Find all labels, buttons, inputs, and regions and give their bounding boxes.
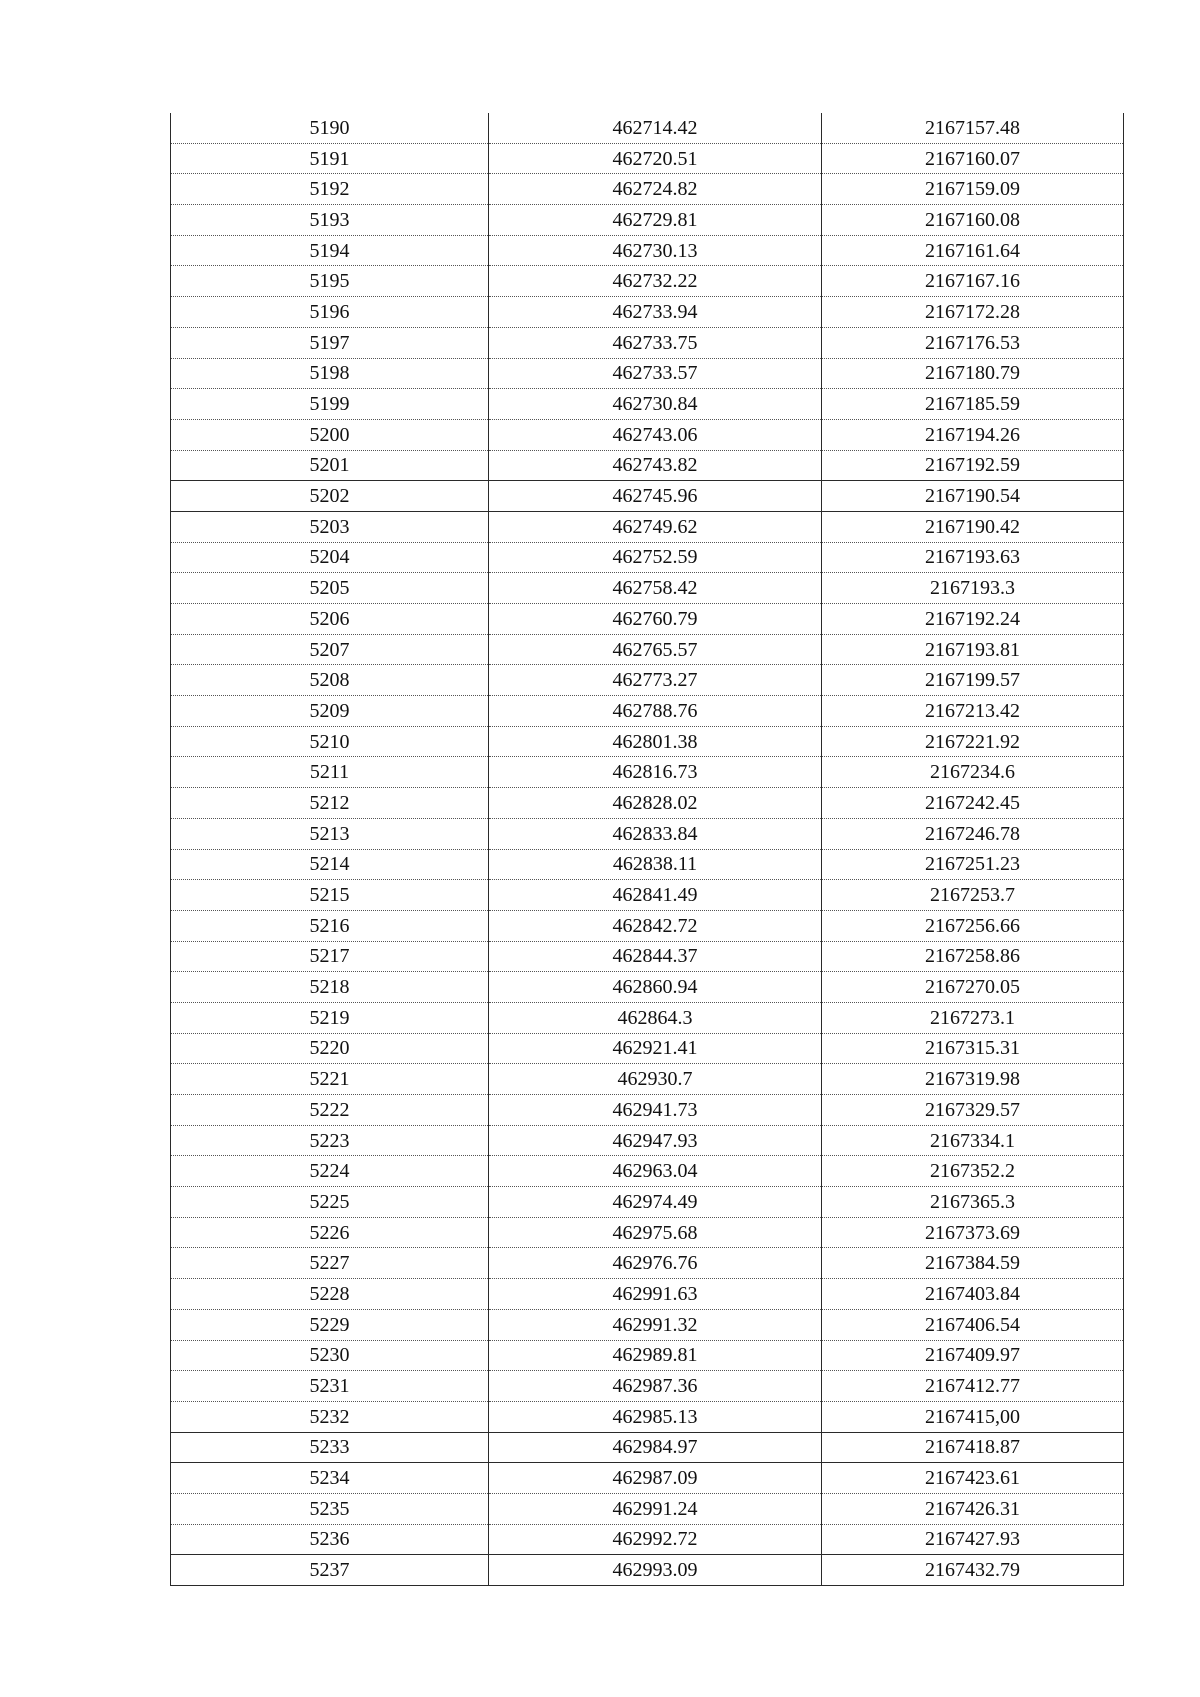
x-coordinate-cell: 462733.75 xyxy=(489,327,822,358)
x-coordinate-cell: 462838.11 xyxy=(489,849,822,880)
point-number-cell: 5224 xyxy=(171,1156,489,1187)
x-coordinate-cell: 462714.42 xyxy=(489,113,822,143)
x-coordinate-cell: 462987.36 xyxy=(489,1371,822,1402)
y-coordinate-cell: 2167194.26 xyxy=(822,419,1124,450)
table-row xyxy=(171,726,1124,757)
y-coordinate-cell: 2167185.59 xyxy=(822,389,1124,420)
y-coordinate-cell: 2167253.7 xyxy=(822,880,1124,911)
x-coordinate-cell: 462760.79 xyxy=(489,604,822,635)
point-number-cell: 5219 xyxy=(171,1002,489,1033)
x-coordinate-cell: 462801.38 xyxy=(489,726,822,757)
table-row xyxy=(171,972,1124,1003)
x-coordinate-cell: 462841.49 xyxy=(489,880,822,911)
table-row xyxy=(171,327,1124,358)
point-number-cell: 5215 xyxy=(171,880,489,911)
x-coordinate-cell: 462730.84 xyxy=(489,389,822,420)
x-coordinate-cell: 462993.09 xyxy=(489,1555,822,1586)
y-coordinate-cell: 2167192.59 xyxy=(822,450,1124,481)
point-number-cell: 5210 xyxy=(171,726,489,757)
x-coordinate-cell: 462991.32 xyxy=(489,1309,822,1340)
table-row xyxy=(171,266,1124,297)
x-coordinate-cell: 462729.81 xyxy=(489,205,822,236)
x-coordinate-cell: 462989.81 xyxy=(489,1340,822,1371)
y-coordinate-cell: 2167329.57 xyxy=(822,1095,1124,1126)
y-coordinate-cell: 2167246.78 xyxy=(822,818,1124,849)
point-number-cell: 5202 xyxy=(171,481,489,512)
point-number-cell: 5236 xyxy=(171,1524,489,1555)
x-coordinate-cell: 462743.82 xyxy=(489,450,822,481)
x-coordinate-cell: 462987.09 xyxy=(489,1463,822,1494)
y-coordinate-cell: 2167427.93 xyxy=(822,1524,1124,1555)
point-number-cell: 5208 xyxy=(171,665,489,696)
point-number-cell: 5195 xyxy=(171,266,489,297)
x-coordinate-cell: 462765.57 xyxy=(489,634,822,665)
point-number-cell: 5203 xyxy=(171,511,489,542)
table-row xyxy=(171,481,1124,512)
table-row xyxy=(171,604,1124,635)
point-number-cell: 5192 xyxy=(171,174,489,205)
y-coordinate-cell: 2167256.66 xyxy=(822,910,1124,941)
table-row xyxy=(171,143,1124,174)
x-coordinate-cell: 462749.62 xyxy=(489,511,822,542)
point-number-cell: 5223 xyxy=(171,1125,489,1156)
x-coordinate-cell: 462732.22 xyxy=(489,266,822,297)
y-coordinate-cell: 2167251.23 xyxy=(822,849,1124,880)
x-coordinate-cell: 462844.37 xyxy=(489,941,822,972)
x-coordinate-cell: 462758.42 xyxy=(489,573,822,604)
y-coordinate-cell: 2167409.97 xyxy=(822,1340,1124,1371)
table-row xyxy=(171,297,1124,328)
y-coordinate-cell: 2167190.54 xyxy=(822,481,1124,512)
table-row xyxy=(171,1187,1124,1218)
x-coordinate-cell: 462842.72 xyxy=(489,910,822,941)
x-coordinate-cell: 462720.51 xyxy=(489,143,822,174)
table-row xyxy=(171,665,1124,696)
y-coordinate-cell: 2167412.77 xyxy=(822,1371,1124,1402)
point-number-cell: 5198 xyxy=(171,358,489,389)
y-coordinate-cell: 2167365.3 xyxy=(822,1187,1124,1218)
y-coordinate-cell: 2167258.86 xyxy=(822,941,1124,972)
y-coordinate-cell: 2167193.81 xyxy=(822,634,1124,665)
point-number-cell: 5226 xyxy=(171,1217,489,1248)
y-coordinate-cell: 2167423.61 xyxy=(822,1463,1124,1494)
x-coordinate-cell: 462816.73 xyxy=(489,757,822,788)
y-coordinate-cell: 2167221.92 xyxy=(822,726,1124,757)
y-coordinate-cell: 2167176.53 xyxy=(822,327,1124,358)
table-row xyxy=(171,511,1124,542)
point-number-cell: 5216 xyxy=(171,910,489,941)
x-coordinate-cell: 462985.13 xyxy=(489,1401,822,1432)
y-coordinate-cell: 2167373.69 xyxy=(822,1217,1124,1248)
y-coordinate-cell: 2167418.87 xyxy=(822,1432,1124,1463)
point-number-cell: 5191 xyxy=(171,143,489,174)
point-number-cell: 5228 xyxy=(171,1279,489,1310)
point-number-cell: 5196 xyxy=(171,297,489,328)
x-coordinate-cell: 462733.57 xyxy=(489,358,822,389)
table-row xyxy=(171,1401,1124,1432)
point-number-cell: 5225 xyxy=(171,1187,489,1218)
point-number-cell: 5222 xyxy=(171,1095,489,1126)
x-coordinate-cell: 462833.84 xyxy=(489,818,822,849)
point-number-cell: 5218 xyxy=(171,972,489,1003)
y-coordinate-cell: 2167319.98 xyxy=(822,1064,1124,1095)
y-coordinate-cell: 2167242.45 xyxy=(822,788,1124,819)
point-number-cell: 5197 xyxy=(171,327,489,358)
point-number-cell: 5204 xyxy=(171,542,489,573)
x-coordinate-cell: 462860.94 xyxy=(489,972,822,1003)
table-row xyxy=(171,174,1124,205)
coordinate-table-body xyxy=(171,113,1124,1586)
table-row xyxy=(171,1033,1124,1064)
y-coordinate-cell: 2167190.42 xyxy=(822,511,1124,542)
x-coordinate-cell: 462991.24 xyxy=(489,1493,822,1524)
table-row xyxy=(171,1279,1124,1310)
y-coordinate-cell: 2167384.59 xyxy=(822,1248,1124,1279)
table-row xyxy=(171,1340,1124,1371)
x-coordinate-cell: 462930.7 xyxy=(489,1064,822,1095)
x-coordinate-cell: 462730.13 xyxy=(489,235,822,266)
point-number-cell: 5213 xyxy=(171,818,489,849)
point-number-cell: 5232 xyxy=(171,1401,489,1432)
table-row xyxy=(171,910,1124,941)
point-number-cell: 5231 xyxy=(171,1371,489,1402)
point-number-cell: 5190 xyxy=(171,113,489,143)
table-row xyxy=(171,1524,1124,1555)
table-row xyxy=(171,788,1124,819)
x-coordinate-cell: 462941.73 xyxy=(489,1095,822,1126)
point-number-cell: 5207 xyxy=(171,634,489,665)
table-row xyxy=(171,573,1124,604)
x-coordinate-cell: 462984.97 xyxy=(489,1432,822,1463)
table-row xyxy=(171,235,1124,266)
table-row xyxy=(171,1125,1124,1156)
table-row xyxy=(171,1217,1124,1248)
point-number-cell: 5209 xyxy=(171,696,489,727)
x-coordinate-cell: 462828.02 xyxy=(489,788,822,819)
point-number-cell: 5217 xyxy=(171,941,489,972)
y-coordinate-cell: 2167403.84 xyxy=(822,1279,1124,1310)
table-row xyxy=(171,818,1124,849)
y-coordinate-cell: 2167172.28 xyxy=(822,297,1124,328)
point-number-cell: 5205 xyxy=(171,573,489,604)
point-number-cell: 5199 xyxy=(171,389,489,420)
x-coordinate-cell: 462963.04 xyxy=(489,1156,822,1187)
table-row xyxy=(171,1248,1124,1279)
table-row xyxy=(171,1493,1124,1524)
point-number-cell: 5234 xyxy=(171,1463,489,1494)
table-row xyxy=(171,1309,1124,1340)
point-number-cell: 5201 xyxy=(171,450,489,481)
x-coordinate-cell: 462743.06 xyxy=(489,419,822,450)
y-coordinate-cell: 2167273.1 xyxy=(822,1002,1124,1033)
point-number-cell: 5230 xyxy=(171,1340,489,1371)
table-row xyxy=(171,941,1124,972)
x-coordinate-cell: 462752.59 xyxy=(489,542,822,573)
y-coordinate-cell: 2167406.54 xyxy=(822,1309,1124,1340)
point-number-cell: 5211 xyxy=(171,757,489,788)
table-row xyxy=(171,205,1124,236)
table-row xyxy=(171,757,1124,788)
y-coordinate-cell: 2167167.16 xyxy=(822,266,1124,297)
table-row xyxy=(171,1064,1124,1095)
table-row xyxy=(171,1555,1124,1586)
y-coordinate-cell: 2167432.79 xyxy=(822,1555,1124,1586)
table-row xyxy=(171,696,1124,727)
table-row xyxy=(171,1002,1124,1033)
point-number-cell: 5200 xyxy=(171,419,489,450)
table-row xyxy=(171,450,1124,481)
y-coordinate-cell: 2167160.07 xyxy=(822,143,1124,174)
x-coordinate-cell: 462788.76 xyxy=(489,696,822,727)
table-row xyxy=(171,1432,1124,1463)
x-coordinate-cell: 462976.76 xyxy=(489,1248,822,1279)
point-number-cell: 5194 xyxy=(171,235,489,266)
point-number-cell: 5206 xyxy=(171,604,489,635)
table-row xyxy=(171,634,1124,665)
y-coordinate-cell: 2167213.42 xyxy=(822,696,1124,727)
x-coordinate-cell: 462773.27 xyxy=(489,665,822,696)
point-number-cell: 5237 xyxy=(171,1555,489,1586)
x-coordinate-cell: 462733.94 xyxy=(489,297,822,328)
table-row xyxy=(171,1371,1124,1402)
y-coordinate-cell: 2167157.48 xyxy=(822,113,1124,143)
y-coordinate-cell: 2167199.57 xyxy=(822,665,1124,696)
point-number-cell: 5220 xyxy=(171,1033,489,1064)
point-number-cell: 5227 xyxy=(171,1248,489,1279)
y-coordinate-cell: 2167193.3 xyxy=(822,573,1124,604)
point-number-cell: 5221 xyxy=(171,1064,489,1095)
x-coordinate-cell: 462947.93 xyxy=(489,1125,822,1156)
x-coordinate-cell: 462921.41 xyxy=(489,1033,822,1064)
table-row xyxy=(171,389,1124,420)
table-row xyxy=(171,542,1124,573)
x-coordinate-cell: 462991.63 xyxy=(489,1279,822,1310)
y-coordinate-cell: 2167180.79 xyxy=(822,358,1124,389)
point-number-cell: 5193 xyxy=(171,205,489,236)
point-number-cell: 5214 xyxy=(171,849,489,880)
y-coordinate-cell: 2167270.05 xyxy=(822,972,1124,1003)
point-number-cell: 5235 xyxy=(171,1493,489,1524)
coordinate-table xyxy=(170,113,1124,1586)
table-row xyxy=(171,358,1124,389)
point-number-cell: 5233 xyxy=(171,1432,489,1463)
y-coordinate-cell: 2167160.08 xyxy=(822,205,1124,236)
y-coordinate-cell: 2167315.31 xyxy=(822,1033,1124,1064)
y-coordinate-cell: 2167415,00 xyxy=(822,1401,1124,1432)
table-row xyxy=(171,419,1124,450)
y-coordinate-cell: 2167426.31 xyxy=(822,1493,1124,1524)
y-coordinate-cell: 2167352.2 xyxy=(822,1156,1124,1187)
y-coordinate-cell: 2167192.24 xyxy=(822,604,1124,635)
point-number-cell: 5212 xyxy=(171,788,489,819)
y-coordinate-cell: 2167234.6 xyxy=(822,757,1124,788)
table-row xyxy=(171,880,1124,911)
y-coordinate-cell: 2167334.1 xyxy=(822,1125,1124,1156)
x-coordinate-cell: 462974.49 xyxy=(489,1187,822,1218)
y-coordinate-cell: 2167161.64 xyxy=(822,235,1124,266)
y-coordinate-cell: 2167159.09 xyxy=(822,174,1124,205)
x-coordinate-cell: 462864.3 xyxy=(489,1002,822,1033)
x-coordinate-cell: 462724.82 xyxy=(489,174,822,205)
x-coordinate-cell: 462992.72 xyxy=(489,1524,822,1555)
table-row xyxy=(171,849,1124,880)
table-row xyxy=(171,1156,1124,1187)
table-row xyxy=(171,113,1124,143)
point-number-cell: 5229 xyxy=(171,1309,489,1340)
y-coordinate-cell: 2167193.63 xyxy=(822,542,1124,573)
x-coordinate-cell: 462975.68 xyxy=(489,1217,822,1248)
table-row xyxy=(171,1095,1124,1126)
table-row xyxy=(171,1463,1124,1494)
x-coordinate-cell: 462745.96 xyxy=(489,481,822,512)
